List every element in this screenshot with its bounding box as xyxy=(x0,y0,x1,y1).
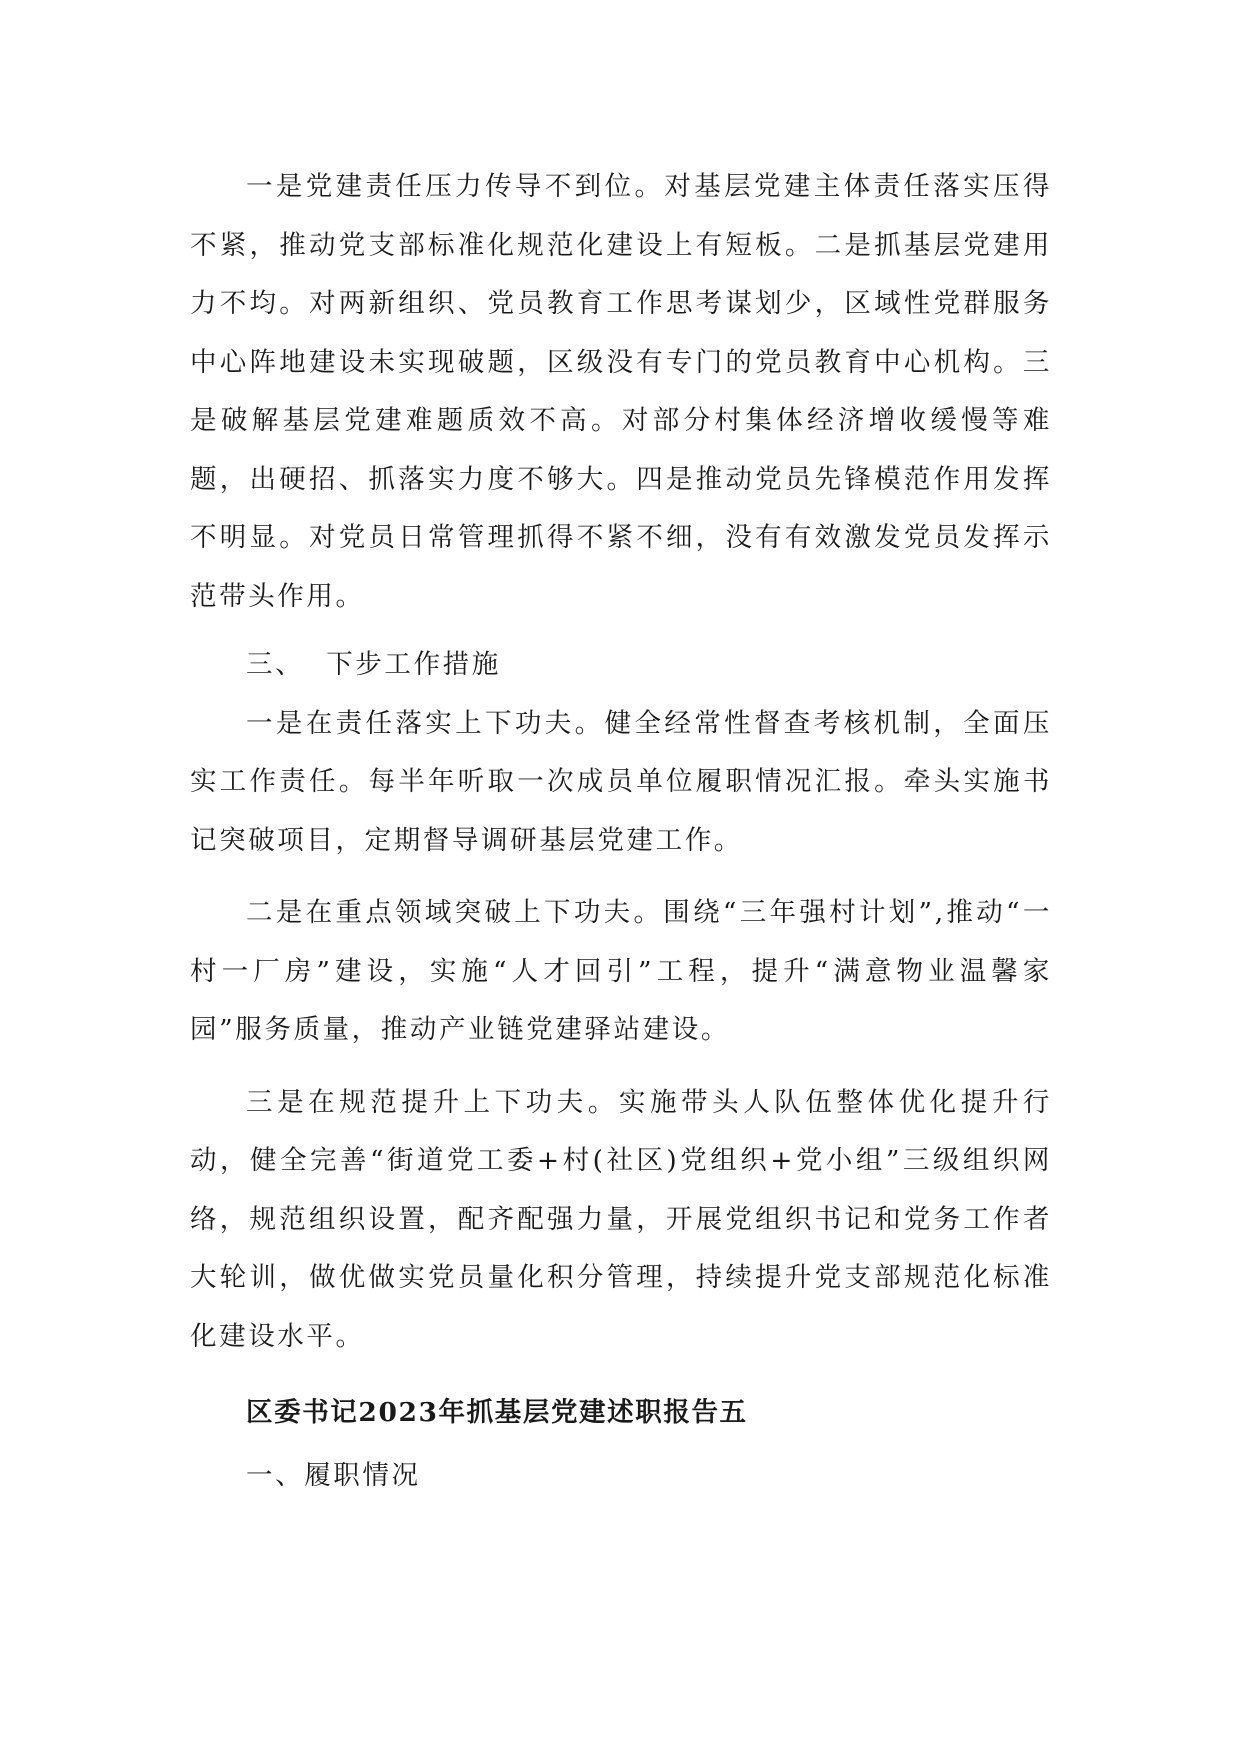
report-title: 区委书记2023年抓基层党建述职报告五 xyxy=(246,1397,748,1428)
document-body xyxy=(190,158,1052,1505)
measure-three-paragraph: 三是在规范提升上下功夫。实施带头人队伍整体优化提升行动，健全完善“街道党工委+村(社区)党组织+党小组”三级组织网络，规范组织设置，配齐配强力量，开展党组织书记和党务工作者大轮训，做优做实党员量化积分管理，持续提升党支部规范化标准化建设水平。 xyxy=(190,1086,1052,1352)
measure-two-paragraph: 二是在重点领域突破上下功夫。围绕“三年强村计划”,推动“一村一厂房”建设，实施“人才回引”工程，提升“满意物业温馨家园”服务质量，推动产业链党建驿站建设。 xyxy=(190,897,1052,1045)
section-heading-next-steps xyxy=(190,636,1052,695)
section-title: 下步工作措施 xyxy=(326,649,501,680)
measure-one-paragraph: 一是在责任落实上下功夫。健全经常性督查考核机制，全面压实工作责任。每半年听取一次成员单位履职情况汇报。牵头实施书记突破项目，定期督导调研基层党建工作。 xyxy=(190,707,1052,856)
sub-heading-duty-performance: 一、履职情况 xyxy=(246,1459,421,1491)
problems-paragraph: 一是党建责任压力传导不到位。对基层党建主体责任落实压得不紧，推动党支部标准化规范化建设上有短板。二是抓基层党建用力不均。对两新组织、党员教育工作思考谋划少，区域性党群服务中心阵地建设未实现破题，区级没有专门的党员教育中心机构。三是破解基层党建难题质效不高。对部分村集体经济增收缓慢等难题，出硬招、抓落实力度不够大。四是推动党员先锋模范作用发挥不明显。对党员日常管理抓得不紧不细，没有有效激发党员发挥示范带头作用。 xyxy=(190,171,1052,612)
section-number: 三、 xyxy=(246,649,305,680)
